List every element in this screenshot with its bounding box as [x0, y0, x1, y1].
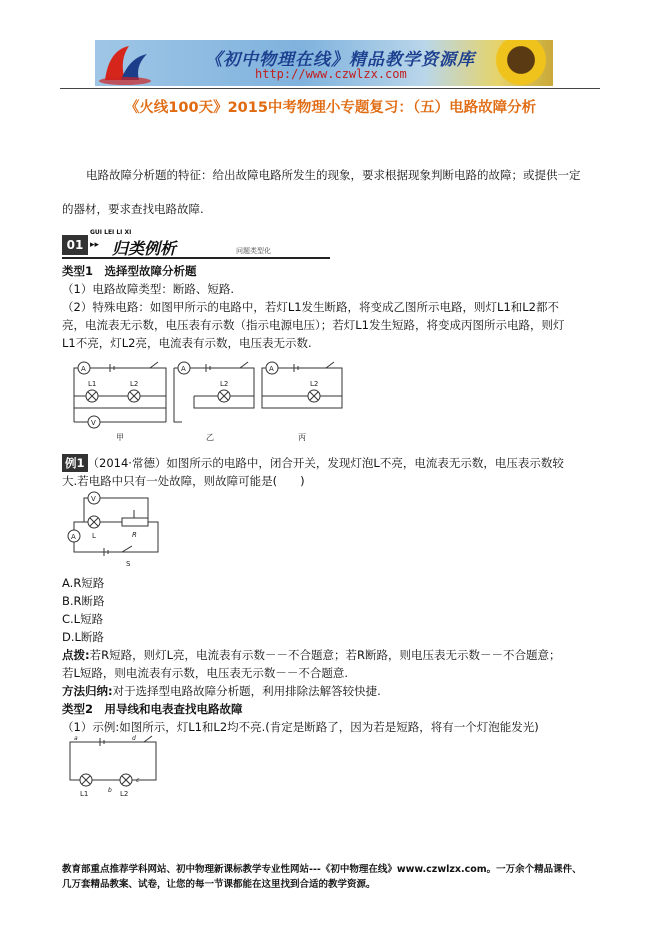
label-l1-type2: L1	[80, 790, 89, 798]
banner-url[interactable]: http://www.czwlzx.com	[255, 67, 407, 81]
label-l2-type2: L2	[120, 790, 129, 798]
example-tag: 例1	[62, 454, 88, 472]
option-a: A.R短路	[62, 576, 105, 590]
caption-yi: 乙	[206, 433, 214, 442]
label-ammeter: A	[71, 533, 76, 541]
footer-line-1: 教育部重点推荐学科网站、初中物理新课标教学专业性网站---《初中物理在线》www.czwlzx.com。一万余个精品课件、	[62, 864, 582, 875]
method-line	[62, 682, 381, 700]
option-d: D.L断路	[62, 630, 104, 644]
type1-line-1: （1）电路故障类型：断路、短路.	[62, 282, 234, 296]
label-switch-s: S	[126, 560, 131, 568]
type1-heading: 类型1 选择型故障分析题	[62, 264, 197, 278]
section-name: 归类例析	[112, 239, 177, 258]
circuit-diagrams-1	[64, 356, 354, 446]
label-l2-bing: L2	[310, 380, 319, 388]
option-c: C.L短路	[62, 612, 104, 626]
label-lamp-l: L	[92, 532, 96, 540]
label-point-d: d	[132, 735, 136, 742]
intro-line-2: 的器材，要求查找电路故障.	[62, 202, 204, 216]
method-label: 方法归纳:	[62, 684, 113, 698]
method-text: 对于选择型电路故障分析题，利用排除法解答较快捷.	[112, 684, 381, 698]
type1-line-4: L1不亮，灯L2亮，电流表有示数，电压表无示数.	[62, 336, 312, 350]
intro-line-1: 电路故障分析题的特征：给出故障电路所发生的现象，要求根据现象判断电路的故障；或提供一定	[86, 168, 581, 182]
type1-line-2: （2）特殊电路：如图甲所示的电路中，若灯L1发生断路，将变成乙图所示电路，则灯L1和L2都不	[62, 300, 559, 314]
label-l2-jia: L2	[130, 380, 139, 388]
caption-jia: 甲	[116, 433, 124, 442]
label-l2-yi: L2	[220, 380, 229, 388]
sunflower-icon	[493, 40, 549, 86]
label-l1-jia: L1	[88, 380, 97, 388]
label-point-c: c	[136, 777, 140, 784]
section-pinyin: GUI LEI LI XI	[90, 229, 132, 236]
caption-bing: 丙	[298, 433, 306, 442]
section-rule	[62, 257, 330, 259]
section-arrow-icon: ▸▸	[90, 240, 100, 250]
header-rule	[60, 88, 600, 89]
page-title: 《火线100天》2015中考物理小专题复习：（五）电路故障分析	[124, 100, 537, 116]
option-b: B.R断路	[62, 594, 105, 608]
type1-line-3: 亮，电流表无示数，电压表有示数（指示电源电压）；若灯L1发生短路，将变成丙图所示电路，则灯	[62, 318, 565, 332]
type2-line-1: （1）示例:如图所示，灯L1和L2均不亮.(肯定是断路了，因为若是短路，将有一个灯泡能发光)	[62, 720, 539, 734]
label-ammeter-bing: A	[269, 365, 274, 373]
section-tagline: 问题类型化	[236, 247, 271, 255]
example-text-1: （2014·常德）如图所示的电路中，闭合开关，发现灯泡L不亮，电流表无示数，电压表示数较	[87, 456, 564, 470]
logo-icon	[95, 40, 155, 86]
label-voltmeter: V	[91, 495, 96, 503]
label-point-a: a	[74, 735, 78, 742]
example-line-1	[62, 454, 564, 472]
banner-title: 《初中物理在线》精品教学资源库	[205, 50, 475, 70]
footer-line-2: 几万套精品教案、试卷，让您的每一节课都能在这里找到合适的教学资源。	[62, 879, 376, 890]
circuit-bing	[262, 362, 342, 408]
label-ammeter-yi: A	[181, 365, 186, 373]
section-number: 01	[62, 235, 88, 255]
circuit-yi	[174, 362, 254, 422]
circuit-example	[64, 490, 174, 570]
banner	[95, 40, 553, 86]
example-line-2: 大.若电路中只有一处故障，则故障可能是( )	[62, 474, 305, 488]
label-resistor-r: R	[132, 531, 137, 539]
analysis-line-2: 若L短路，则电流表有示数，电压表无示数－－不合题意.	[62, 666, 349, 680]
label-voltmeter-jia: V	[91, 419, 96, 427]
label-point-b: b	[108, 787, 112, 794]
type2-heading: 类型2 用导线和电表查找电路故障	[62, 702, 243, 716]
analysis-text-1: 若R短路，则灯L亮，电流表有示数－－不合题意；若R断路，则电压表无示数－－不合题意；	[89, 648, 561, 662]
analysis-label: 点拨:	[62, 648, 90, 662]
circuit-jia	[74, 362, 166, 428]
label-ammeter-jia: A	[81, 365, 86, 373]
circuit-type2	[64, 734, 174, 798]
analysis-line-1	[62, 646, 561, 664]
